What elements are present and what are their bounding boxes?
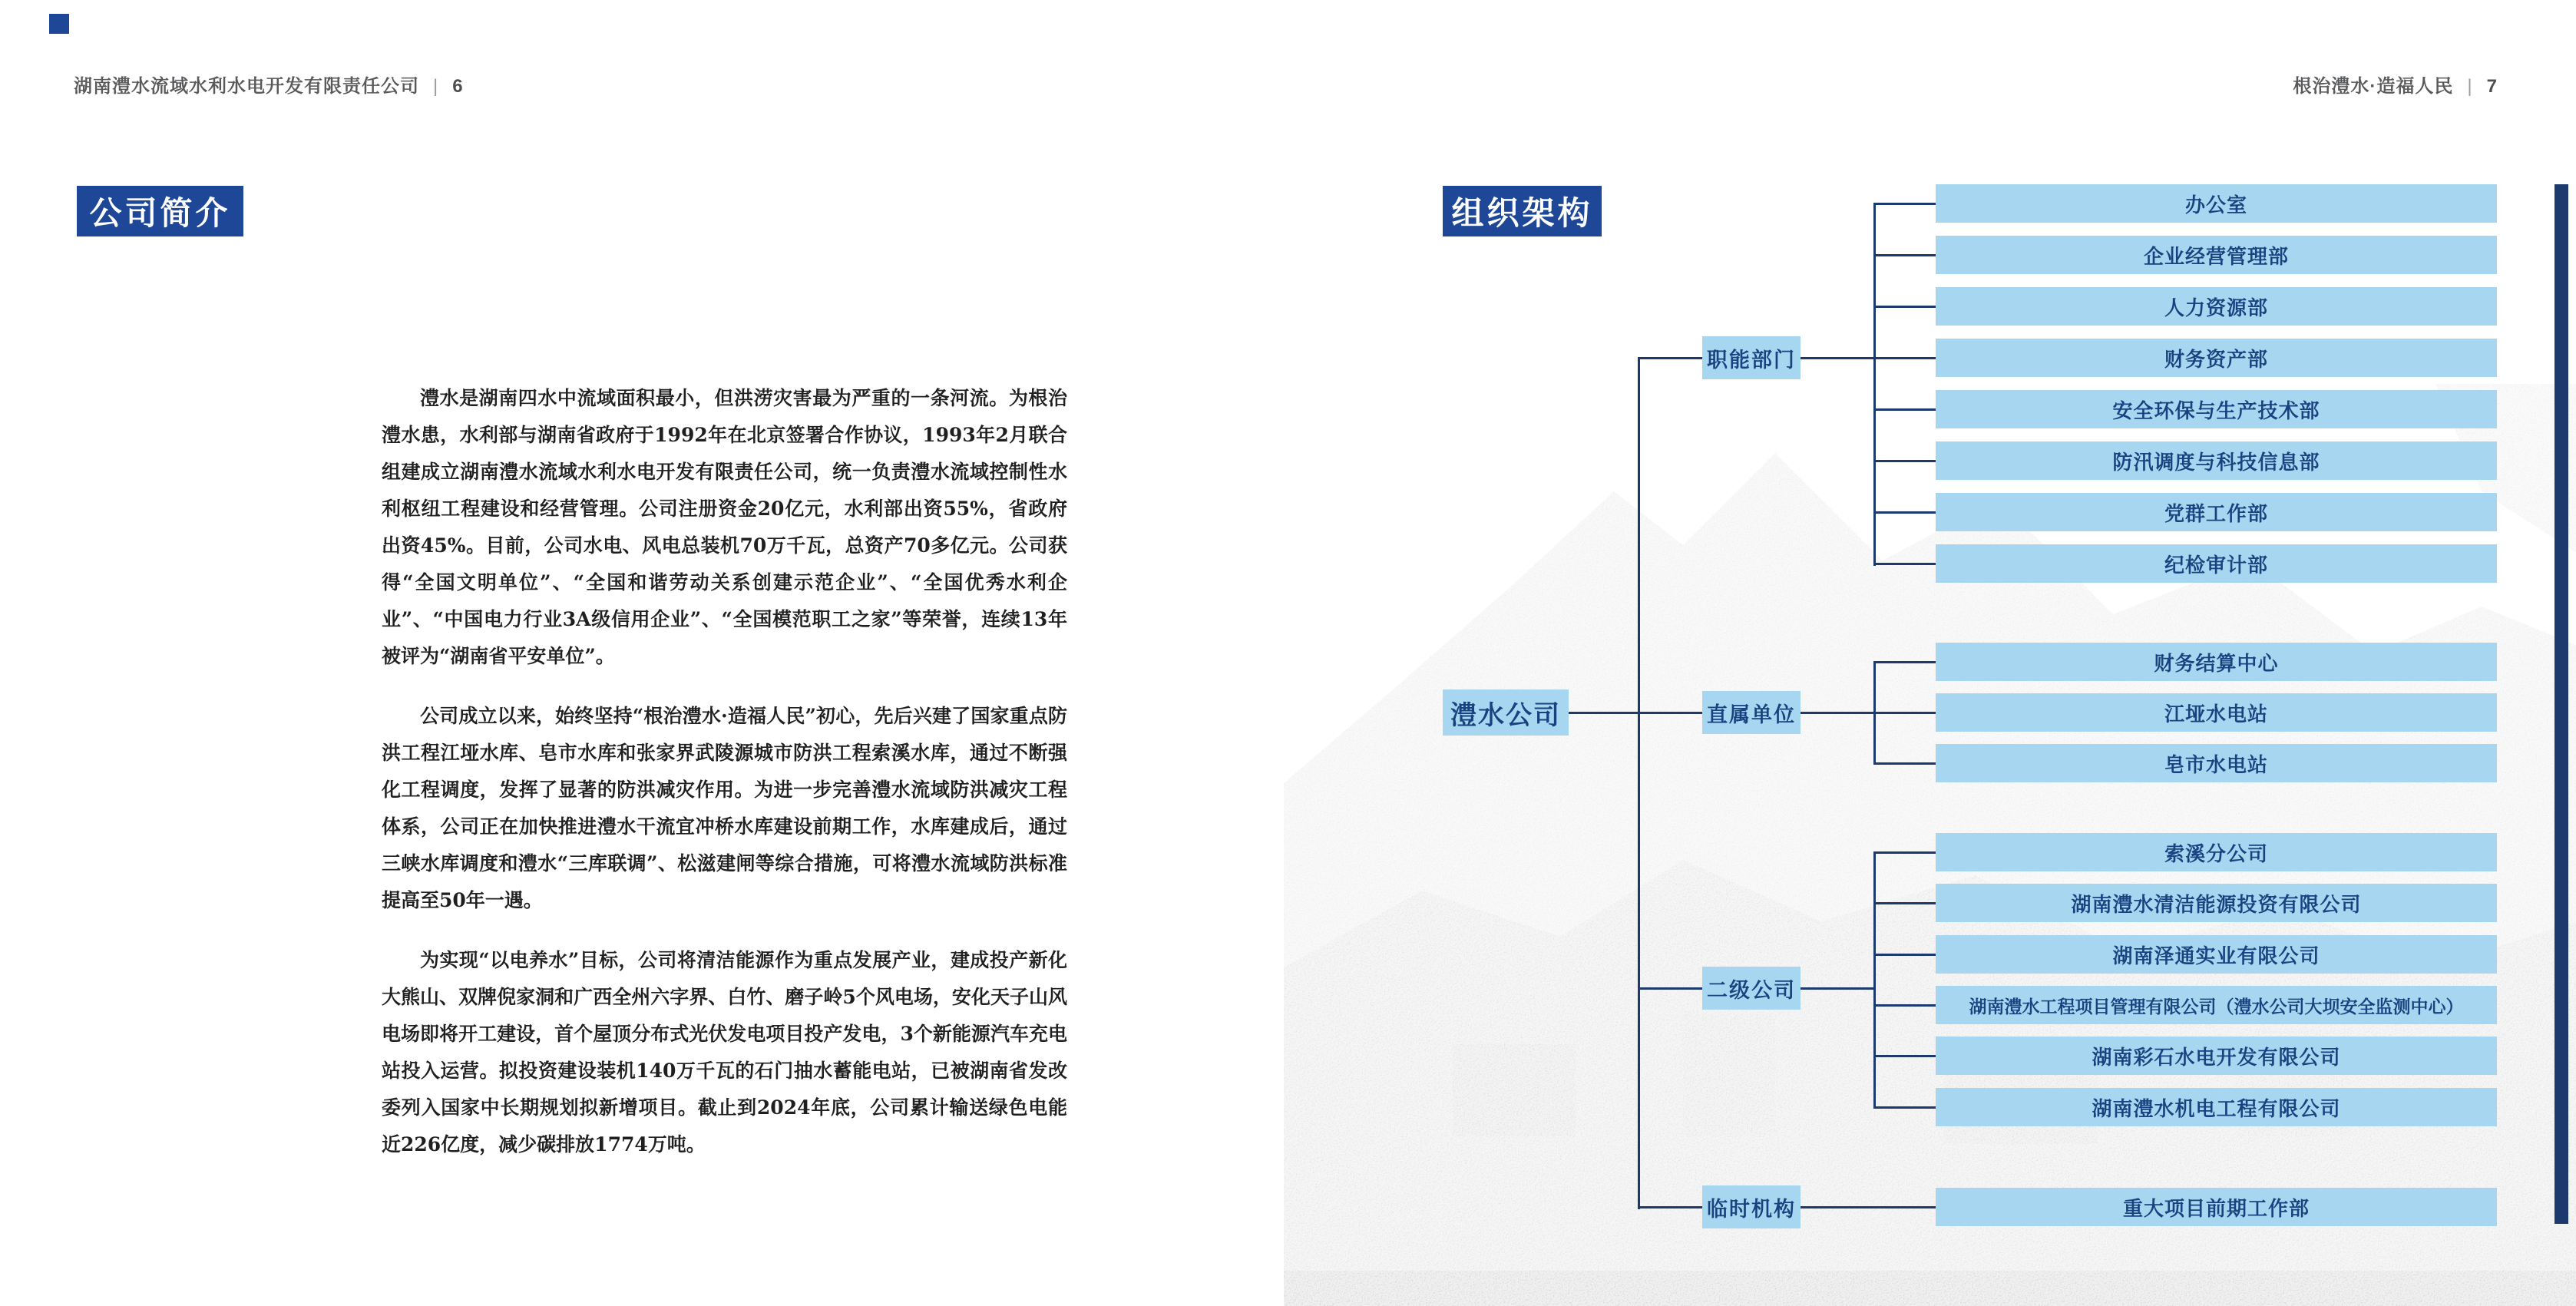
page-number-left: 6 <box>452 76 464 97</box>
connector-line <box>1801 1206 1936 1208</box>
connector-line <box>1801 987 1873 990</box>
section-title-org-structure: 组织架构 <box>1443 186 1602 236</box>
org-bar: 湖南澧水清洁能源投资有限公司 <box>1936 884 2497 922</box>
org-bar: 皂市水电站 <box>1936 744 2497 782</box>
org-group-direct-units: 直属单位 <box>1702 691 1801 734</box>
connector-line <box>1638 1206 1702 1208</box>
connector-line <box>1873 408 1936 411</box>
org-group-functional-departments: 职能部门 <box>1702 336 1801 379</box>
connector-line <box>1873 661 1936 663</box>
org-bar: 财务资产部 <box>1936 339 2497 377</box>
org-bar: 防汛调度与科技信息部 <box>1936 441 2497 480</box>
connector-line <box>1873 511 1936 514</box>
connector-line <box>1873 1004 1936 1007</box>
org-bar: 办公室 <box>1936 184 2497 223</box>
org-group-subsidiaries: 二级公司 <box>1702 967 1801 1010</box>
org-bar: 索溪分公司 <box>1936 833 2497 871</box>
connector-line <box>1801 712 1873 714</box>
connector-line <box>1638 358 1640 1209</box>
connector-line <box>1873 306 1936 308</box>
connector-line <box>1873 254 1936 256</box>
paragraph: 公司成立以来，始终坚持“根治澧水·造福人民”初心，先后兴建了国家重点防洪工程江垭水库、皂市水库和张家界武陵源城市防洪工程索溪水库，通过不断强化工程调度，发挥了显著的防洪减灾作用。为进一步完善澧水流域防洪减灾工程体系，公司正在加快推进澧水干流宜冲桥水库建设前期工作，水库建成后，通过三峡水库调度和澧水“三库联调”、松滋建闸等综合措施，可将澧水流域防洪标准提高至50年一遇。 <box>382 705 1067 911</box>
connector-line <box>1873 762 1936 765</box>
org-bar: 湖南澧水工程项目管理有限公司（澧水公司大坝安全监测中心） <box>1936 986 2497 1024</box>
connector-line <box>1801 357 1873 359</box>
connector-line <box>1873 851 1936 854</box>
org-bar: 安全环保与生产技术部 <box>1936 390 2497 428</box>
paragraph: 为实现“以电养水”目标，公司将清洁能源作为重点发展产业，建成投产新化大熊山、双牌倪家洞和广西全州六字界、白竹、磨子岭5个风电场，安化天子山风电场即将开工建设，首个屋顶分布式光伏发电项目投产发电，3个新能源汽车充电站投入运营。拟投资建设装机140万千瓦的石门抽水蓄能电站，已被湖南省发改委列入国家中长期规划拟新增项目。截止到2024年底，公司累计输送绿色电能近226亿度，减少碳排放1774万吨。 <box>382 949 1067 1156</box>
org-root-node: 澧水公司 <box>1443 689 1569 736</box>
slogan: 根治澧水·造福人民 <box>2293 76 2454 97</box>
connector-line <box>1873 203 1936 205</box>
page-number-right: 7 <box>2486 76 2498 97</box>
org-bar: 湖南彩石水电开发有限公司 <box>1936 1037 2497 1075</box>
connector-line <box>1873 460 1936 462</box>
org-bar: 湖南澧水机电工程有限公司 <box>1936 1088 2497 1126</box>
org-group-temporary-org: 临时机构 <box>1702 1185 1801 1228</box>
connector-line <box>1873 1106 1936 1109</box>
connector-line <box>1638 987 1702 990</box>
connector-line <box>1873 563 1936 565</box>
connector-line <box>1873 357 1936 359</box>
org-bar: 重大项目前期工作部 <box>1936 1188 2497 1226</box>
paragraph: 澧水是湖南四水中流域面积最小，但洪涝灾害最为严重的一条河流。为根治澧水患，水利部与湖南省政府于1992年在北京签署合作协议，1993年2月联合组建成立湖南澧水流域水利水电开发有限责任公司，统一负责澧水流域控制性水利枢纽工程建设和经营管理。公司注册资金20亿元，水利部出资55%，省政府出资45%。目前，公司水电、风电总装机70万千瓦，总资产70多亿元。公司获得“全国文明单位”、“全国和谐劳动关系创建示范企业”、“全国优秀水利企业”、“中国电力行业3A级信用企业”、“全国模范职工之家”等荣誉，连续13年被评为“湖南省平安单位”。 <box>382 387 1067 667</box>
connector-line <box>1638 357 1702 359</box>
org-bar: 人力资源部 <box>1936 287 2497 326</box>
connector-line <box>1873 954 1936 956</box>
org-bar: 企业经营管理部 <box>1936 236 2497 274</box>
header-separator: | <box>2467 76 2473 97</box>
org-bar: 湖南泽通实业有限公司 <box>1936 935 2497 974</box>
org-bar: 党群工作部 <box>1936 493 2497 531</box>
connector-line <box>1873 712 1936 714</box>
connector-line <box>1873 902 1936 904</box>
header-separator: | <box>433 76 439 97</box>
connector-line <box>1873 851 1876 1109</box>
company-name: 湖南澧水流域水利水电开发有限责任公司 <box>74 76 419 97</box>
connector-line <box>1569 712 1702 714</box>
org-bar: 江垭水电站 <box>1936 693 2497 732</box>
connector-line <box>1873 1055 1936 1057</box>
section-title-company-intro: 公司简介 <box>77 186 243 236</box>
org-bar: 纪检审计部 <box>1936 544 2497 583</box>
org-bar: 财务结算中心 <box>1936 643 2497 681</box>
